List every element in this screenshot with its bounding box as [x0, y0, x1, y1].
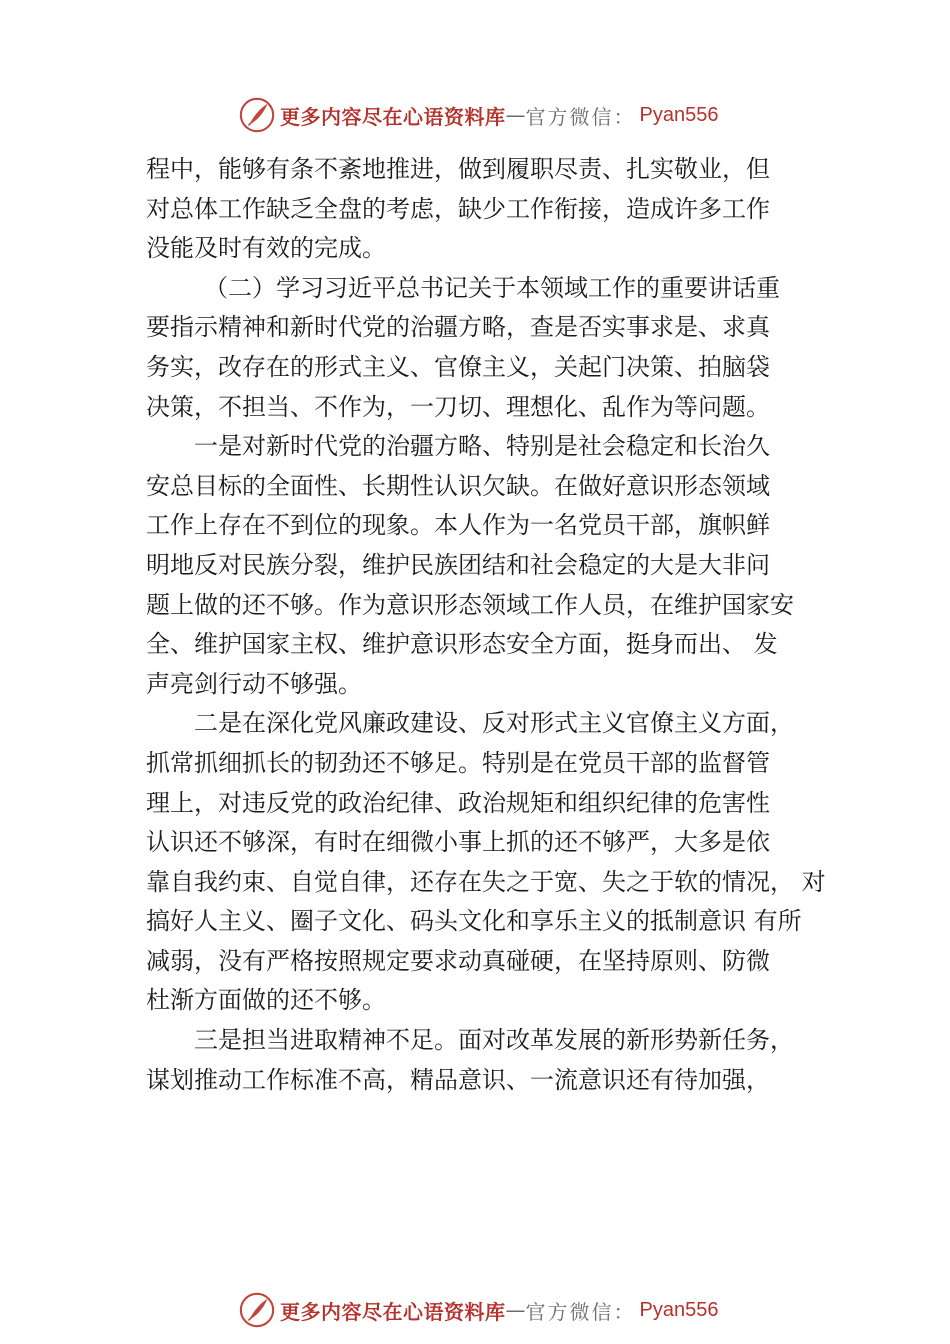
text-line: 要指示精神和新时代党的治疆方略，查是否实事求是、求真 [146, 313, 770, 342]
text-line: 决策，不担当、不作为，一刀切、理想化、乱作为等问题。 [146, 392, 770, 421]
watermark-wechat-label: 官方微信： [525, 104, 636, 129]
text-line: 三是担当进取精神不足。面对改革发展的新形势新任务， [194, 1026, 794, 1055]
text-line: 减弱，没有严格按照规定要求动真碰硬，在坚持原则、防微 [146, 946, 770, 975]
watermark-wechat-label: 官方微信： [525, 1299, 636, 1324]
header-watermark [238, 95, 718, 135]
text-line: 务实，改存在的形式主义、官僚主义，关起门决策、拍脑袋 [146, 352, 770, 381]
quill-logo-icon [238, 1291, 276, 1329]
text-line: 题上做的还不够。作为意识形态领域工作人员，在维护国家安 [146, 590, 794, 619]
text-line: 靠自我约束、自觉自律，还存在失之于宽、失之于软的情况， 对 [146, 867, 826, 896]
text-line: 一是对新时代党的治疆方略、特别是社会稳定和长治久 [194, 432, 770, 461]
text-line: 二是在深化党风廉政建设、反对形式主义官僚主义方面， [194, 709, 794, 738]
watermark-wechat-id: Pyan556 [639, 1298, 719, 1321]
watermark-dash: — [505, 1298, 526, 1322]
text-line: （二）学习习近平总书记关于本领域工作的重要讲话重 [204, 273, 780, 302]
text-line: 理上，对违反党的政治纪律、政治规矩和组织纪律的危害性 [146, 788, 770, 817]
text-line: 全、维护国家主权、维护意识形态安全方面，挺身而出、 发 [146, 630, 778, 659]
footer-watermark [238, 1290, 718, 1330]
text-line: 对总体工作缺乏全盘的考虑，缺少工作衔接，造成许多工作 [146, 194, 770, 223]
text-line: 声亮剑行动不够强。 [146, 669, 362, 698]
text-line: 没能及时有效的完成。 [146, 234, 386, 263]
watermark-wechat-id: Pyan556 [639, 103, 719, 126]
text-line: 抓常抓细抓长的韧劲还不够足。特别是在党员干部的监督管 [146, 748, 770, 777]
watermark-dash: — [505, 103, 526, 127]
text-line: 杜渐方面做的还不够。 [146, 986, 386, 1015]
text-line: 搞好人主义、圈子文化、码头文化和享乐主义的抵制意识 有所 [146, 907, 802, 936]
text-line: 认识还不够深，有时在细微小事上抓的还不够严，大多是依 [146, 828, 770, 857]
document-body [146, 150, 836, 1100]
text-line: 安总目标的全面性、长期性认识欠缺。在做好意识形态领域 [146, 471, 770, 500]
text-line: 明地反对民族分裂，维护民族团结和社会稳定的大是大非问 [146, 550, 770, 579]
quill-logo-icon [238, 96, 276, 134]
watermark-library-text: 更多内容尽在心语资料库 [280, 1299, 506, 1324]
text-line: 工作上存在不到位的现象。本人作为一名党员干部，旗帜鲜 [146, 511, 770, 540]
watermark-library-text: 更多内容尽在心语资料库 [280, 104, 506, 129]
text-line: 程中，能够有条不紊地推进，做到履职尽责、扎实敬业，但 [146, 155, 770, 183]
text-line: 谋划推动工作标准不高，精品意识、一流意识还有待加强， [146, 1065, 770, 1094]
